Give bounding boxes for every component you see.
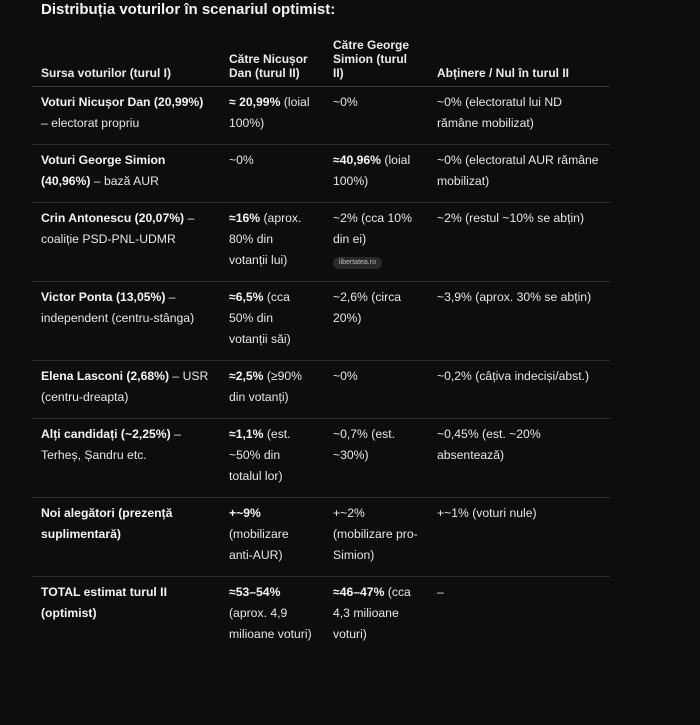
table-row	[32, 498, 610, 577]
table-row	[32, 361, 610, 419]
simion-note: ~0%	[333, 95, 358, 109]
cell-abstain: ~3,9% (aprox. 30% se abțin)	[428, 282, 610, 361]
dan-value: ≈2,5%	[229, 369, 264, 383]
dan-note: (loial 100%)	[229, 95, 310, 130]
dan-note: (aprox. 80% din votanții lui)	[229, 211, 302, 267]
cell-dan	[220, 577, 324, 656]
source-detail: – coaliție PSD-PNL-UDMR	[41, 211, 195, 246]
dan-value: ≈6,5%	[229, 290, 264, 304]
header-source: Sursa voturilor (turul I)	[32, 26, 220, 87]
simion-note: ~2% (cca 10% din ei)	[333, 211, 412, 246]
table-row-total	[32, 577, 610, 656]
cell-simion	[324, 498, 428, 577]
dan-note: (aprox. 4,9 milioane voturi)	[229, 606, 312, 641]
cell-source	[32, 361, 220, 419]
dan-note: (cca 50% din votanții săi)	[229, 290, 291, 346]
cell-dan	[220, 498, 324, 577]
dan-value: ≈53–54%	[229, 585, 281, 599]
cell-source	[32, 87, 220, 145]
simion-note: ~0,7% (est. ~30%)	[333, 427, 395, 462]
table-row	[32, 145, 610, 203]
source-detail: – USR (centru-dreapta)	[41, 369, 209, 404]
cell-dan	[220, 282, 324, 361]
cell-abstain: +~1% (voturi nule)	[428, 498, 610, 577]
table-header-row	[32, 26, 610, 87]
cell-dan	[220, 419, 324, 498]
source-name: Elena Lasconi (2,68%)	[41, 369, 170, 383]
cell-abstain: ~0% (electoratul AUR rămâne mobilizat)	[428, 145, 610, 203]
simion-value: ≈46–47%	[333, 585, 385, 599]
vote-distribution-table	[32, 26, 610, 655]
source-name: Victor Ponta (13,05%)	[41, 290, 166, 304]
source-name: Alți candidați (~2,25%)	[41, 427, 171, 441]
cell-abstain: ~0,45% (est. ~20% absentează)	[428, 419, 610, 498]
table-row	[32, 203, 610, 282]
simion-note: ~0%	[333, 369, 358, 383]
source-detail: – independent (centru-stânga)	[41, 290, 195, 325]
source-citation-badge[interactable]: libertatea.ro	[333, 257, 382, 269]
cell-source	[32, 419, 220, 498]
cell-source	[32, 203, 220, 282]
source-name: Voturi Nicușor Dan (20,99%)	[41, 95, 204, 109]
cell-source	[32, 145, 220, 203]
dan-note: (≥90% din votanți)	[229, 369, 302, 404]
dan-value: +~9%	[229, 506, 261, 520]
dan-note: (est. ~50% din totalul lor)	[229, 427, 291, 483]
cell-source	[32, 577, 220, 656]
header-dan: Către Nicușor Dan (turul II)	[220, 26, 324, 87]
cell-simion	[324, 145, 428, 203]
header-simion: Către George Simion (turul II)	[324, 26, 428, 87]
source-detail: – Terheș, Șandru etc.	[41, 427, 181, 462]
simion-value: ≈40,96%	[333, 153, 382, 167]
header-abstain: Abținere / Nul în turul II	[428, 26, 610, 87]
page-title: Distribuția voturilor în scenariul optimist:	[41, 1, 336, 18]
simion-note: (cca 4,3 milioane voturi)	[333, 585, 411, 641]
table-row	[32, 419, 610, 498]
cell-simion	[324, 282, 428, 361]
dan-value: ≈ 20,99%	[229, 95, 281, 109]
dan-note: ~0%	[229, 153, 254, 167]
simion-note: (loial 100%)	[333, 153, 411, 188]
cell-abstain: ~2% (restul ~10% se abțin)	[428, 203, 610, 282]
dan-note: (mobilizare anti-AUR)	[229, 527, 289, 562]
cell-dan	[220, 203, 324, 282]
source-name: Voturi George Simion (40,96%)	[41, 153, 166, 188]
dan-value: ≈1,1%	[229, 427, 264, 441]
source-name: Crin Antonescu (20,07%)	[41, 211, 185, 225]
cell-dan	[220, 361, 324, 419]
cell-dan	[220, 87, 324, 145]
simion-note: +~2% (mobilizare pro-Simion)	[333, 506, 418, 562]
cell-simion	[324, 87, 428, 145]
cell-simion	[324, 419, 428, 498]
cell-abstain: ~0% (electoratul lui ND rămâne mobilizat)	[428, 87, 610, 145]
cell-simion	[324, 577, 428, 656]
source-name: Noi alegători (prezență suplimentară)	[41, 506, 173, 541]
simion-note: ~2,6% (circa 20%)	[333, 290, 402, 325]
cell-abstain: ~0,2% (câțiva indeciși/abst.)	[428, 361, 610, 419]
cell-abstain: –	[437, 585, 444, 599]
cell-source	[32, 282, 220, 361]
dan-value: ≈16%	[229, 211, 261, 225]
cell-source	[32, 498, 220, 577]
source-detail: – bază AUR	[90, 174, 159, 188]
table-row	[32, 87, 610, 145]
cell-simion	[324, 361, 428, 419]
cell-simion	[324, 203, 428, 282]
table-row	[32, 282, 610, 361]
source-detail: – electorat propriu	[41, 116, 140, 130]
cell-dan	[220, 145, 324, 203]
source-name: TOTAL estimat turul II (optimist)	[41, 585, 167, 620]
